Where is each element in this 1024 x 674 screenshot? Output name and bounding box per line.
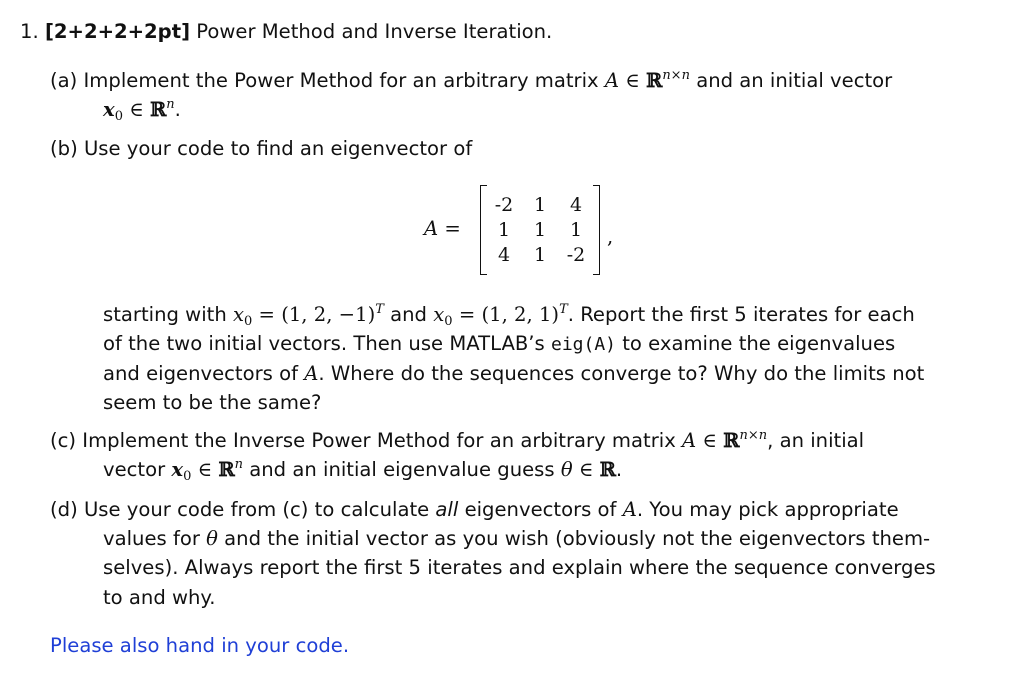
part-a-line1: (a) Implement the Power Method for an arbitrary matrix A ∈ ℝ$^{n\times n}$ and an initial vector [50,68,893,92]
part-d-line2: values for θ and the initial vector as you wish (obviously not the eigenvectors them- [103,527,931,550]
matrix-cell: 1 [533,219,547,241]
problem-number: 1. [20,20,39,43]
part-b-line3: of the two initial vectors. Then use MATLAB’s eig(A) to examine the eigenvalues [103,332,896,355]
matrix-cell: 1 [533,194,547,216]
matrix-cell: -2 [494,194,514,216]
part-d-line4: to and why. [103,586,216,609]
matrix-row [481,218,599,242]
matrix-cell: 1 [533,244,547,266]
part-c-line1: (c) Implement the Inverse Power Method for an arbitrary matrix A ∈ ℝ$^{n\times n}$, an initial [50,428,865,452]
matrix-cell: 1 [569,219,583,241]
problem-heading [20,20,552,44]
matrix-A [480,186,600,274]
matrix-cell: -2 [566,244,586,266]
hand-in-note: Please also hand in your code. [50,634,350,657]
part-b-line4: and eigenvectors of A. Where do the sequences converge to? Why do the limits not [103,362,925,385]
eig-code: eig(A) [550,334,617,355]
part-c-line2: vector $x_0$ ∈ ℝ$^n$ and an initial eigenvalue guess θ ∈ ℝ. [103,457,623,484]
part-b-line5: seem to be the same? [103,391,322,414]
matrix-cell: 1 [497,219,511,241]
matrix-row [481,193,599,217]
part-b-line2: starting with $x_0 = (1$, 2, −1)$^T$ and $x_0 = (1$, 2, 1)$^T$. Report the first 5 iterates for each [103,302,915,329]
part-c-label: (c) [50,429,77,452]
matrix-comma: , [607,225,614,248]
matrix-lhs: A = [424,217,461,240]
part-b-line1: (b) Use your code to find an eigenvector of [50,137,473,160]
problem-points: [2+2+2+2pt] [44,20,191,43]
part-a-line2: $x_0$ ∈ ℝ$^n$. [103,97,181,124]
matrix-cell: 4 [569,194,583,216]
part-d-line3: selves). Always report the first 5 iterates and explain where the sequence converges [103,556,936,579]
problem-title: Power Method and Inverse Iteration. [196,20,553,43]
part-d-label: (d) [50,498,78,521]
matrix-cell: 4 [497,244,511,266]
part-d-line1: (d) Use your code from (c) to calculate all eigenvectors of A. You may pick appropriate [50,498,899,521]
part-b-label: (b) [50,137,78,160]
matrix-row [481,243,599,267]
part-a-label: (a) [50,69,78,92]
